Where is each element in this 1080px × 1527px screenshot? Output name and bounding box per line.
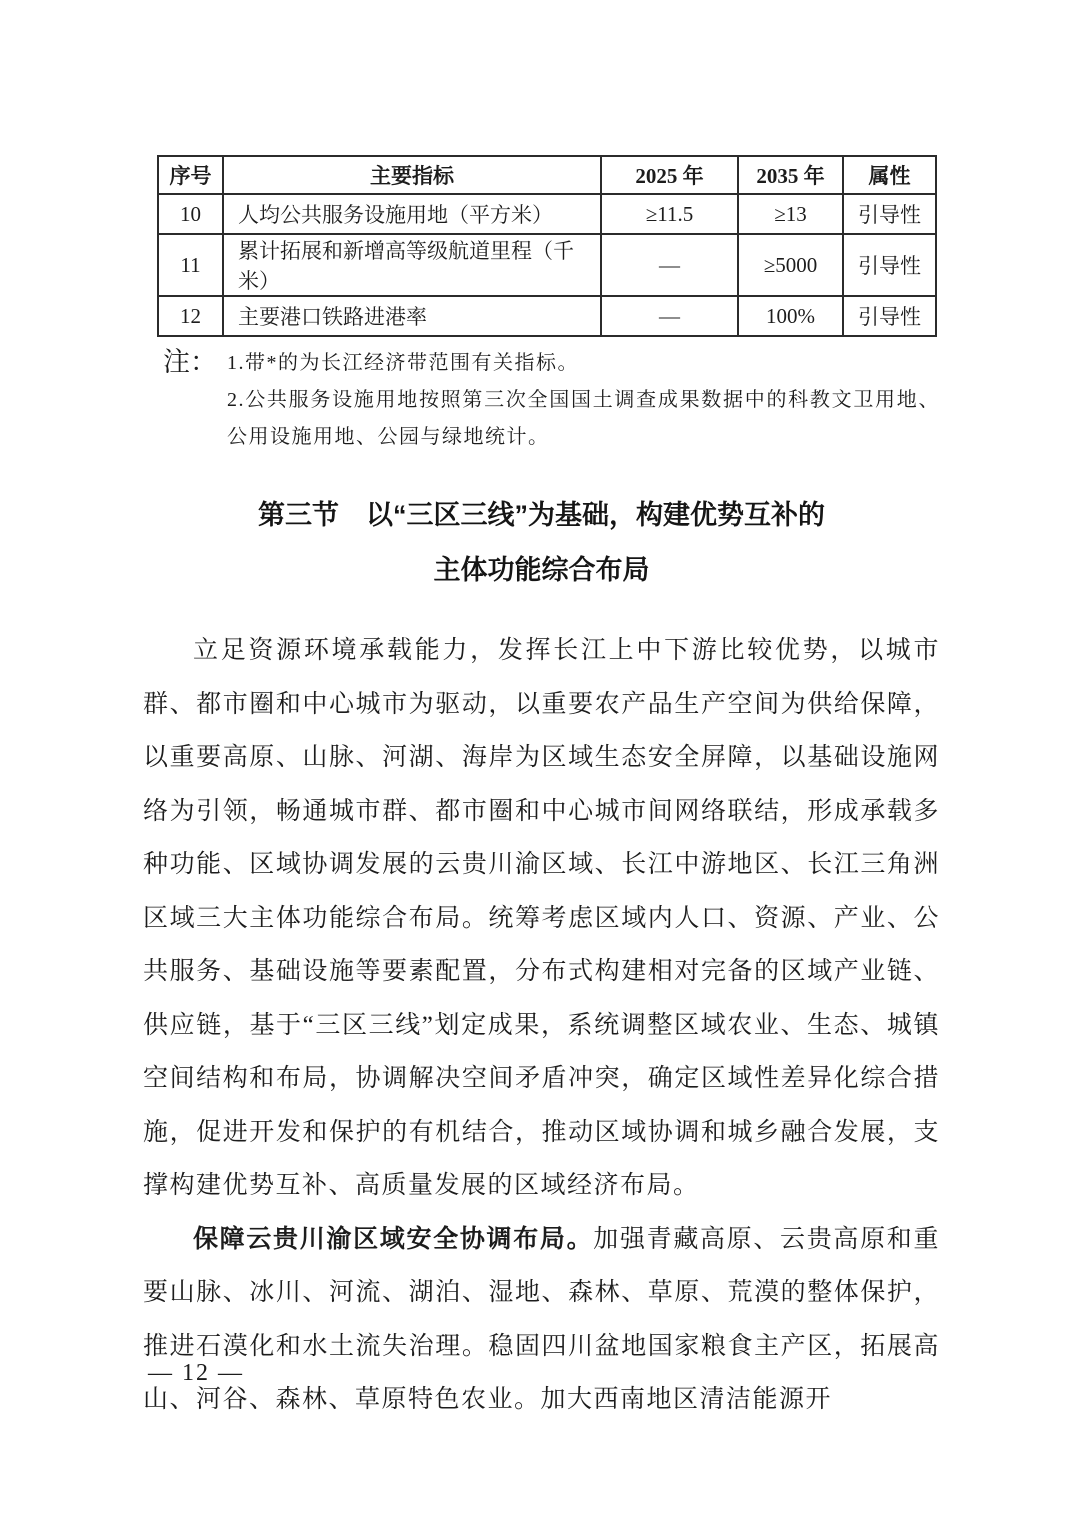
cell-attribute: 引导性 bbox=[843, 234, 936, 296]
table-row bbox=[158, 234, 936, 296]
table-header-indicator: 主要指标 bbox=[223, 156, 601, 194]
table-header-row bbox=[158, 156, 936, 194]
table-header-2025: 2025 年 bbox=[601, 156, 738, 194]
section-heading-line-1: 第三节 以“三区三线”为基础，构建优势互补的 bbox=[258, 500, 825, 530]
note-item-1: 1.带*的为长江经济带范围有关指标。 bbox=[227, 352, 579, 374]
cell-2035: 100% bbox=[738, 296, 843, 336]
indicators-table bbox=[157, 155, 937, 337]
page-number: — 12 — bbox=[148, 1360, 244, 1386]
table-header-serial: 序号 bbox=[158, 156, 223, 194]
note-item-2: 2.公共服务设施用地按照第三次全国国土调查成果数据中的科教文卫用地、公用设施用地、公园与绿地统计。 bbox=[227, 389, 940, 448]
cell-serial: 10 bbox=[158, 194, 223, 234]
cell-indicator: 人均公共服务设施用地（平方米） bbox=[223, 194, 601, 234]
cell-indicator: 累计拓展和新增高等级航道里程（千米） bbox=[223, 234, 601, 296]
notes-label: 注： bbox=[163, 347, 217, 377]
section-heading-line-2: 主体功能综合布局 bbox=[433, 555, 650, 585]
table-row bbox=[158, 296, 936, 336]
notes-section bbox=[163, 345, 940, 456]
cell-2025: — bbox=[601, 234, 738, 296]
notes-body bbox=[227, 345, 940, 456]
cell-attribute: 引导性 bbox=[843, 296, 936, 336]
table-header-attribute: 属性 bbox=[843, 156, 936, 194]
cell-serial: 12 bbox=[158, 296, 223, 336]
cell-attribute: 引导性 bbox=[843, 194, 936, 234]
paragraph-text: 加强青藏高原、云贵高原和重要山脉、冰川、河流、湖泊、湿地、森林、草原、荒漠的整体保护，推进石漠化和水土流失治理。稳固四川盆地国家粮食主产区，拓展高山、河谷、森林、草原特色农业。加大西南地区清洁能源开 bbox=[143, 1225, 940, 1413]
cell-indicator: 主要港口铁路进港率 bbox=[223, 296, 601, 336]
cell-2035: ≥5000 bbox=[738, 234, 843, 296]
body-paragraph-2 bbox=[143, 1213, 940, 1427]
table-header-2035: 2035 年 bbox=[738, 156, 843, 194]
paragraph-text: 立足资源环境承载能力，发挥长江上中下游比较优势，以城市群、都市圈和中心城市为驱动，以重要农产品生产空间为供给保障，以重要高原、山脉、河湖、海岸为区域生态安全屏障，以基础设施网络为引领，畅通城市群、都市圈和中心城市间网络联结，形成承载多种功能、区域协调发展的云贵川渝区域、长江中游地区、长江三角洲区域三大主体功能综合布局。统筹考虑区域内人口、资源、产业、公共服务、基础设施等要素配置，分布式构建相对完备的区域产业链、供应链，基于“三区三线”划定成果，系统调整区域农业、生态、城镇空间结构和布局，协调解决空间矛盾冲突，确定区域性差异化综合措施，促进开发和保护的有机结合，推动区域协调和城乡融合发展，支撑构建优势互补、高质量发展的区域经济布局。 bbox=[143, 637, 940, 1199]
body-paragraph-1 bbox=[143, 624, 940, 1213]
paragraph-lead: 保障云贵川渝区域安全协调布局。 bbox=[193, 1224, 594, 1253]
section-heading bbox=[143, 488, 940, 598]
cell-serial: 11 bbox=[158, 234, 223, 296]
cell-2035: ≥13 bbox=[738, 194, 843, 234]
body-text bbox=[143, 624, 940, 1427]
table-row bbox=[158, 194, 936, 234]
cell-2025: ≥11.5 bbox=[601, 194, 738, 234]
cell-2025: — bbox=[601, 296, 738, 336]
